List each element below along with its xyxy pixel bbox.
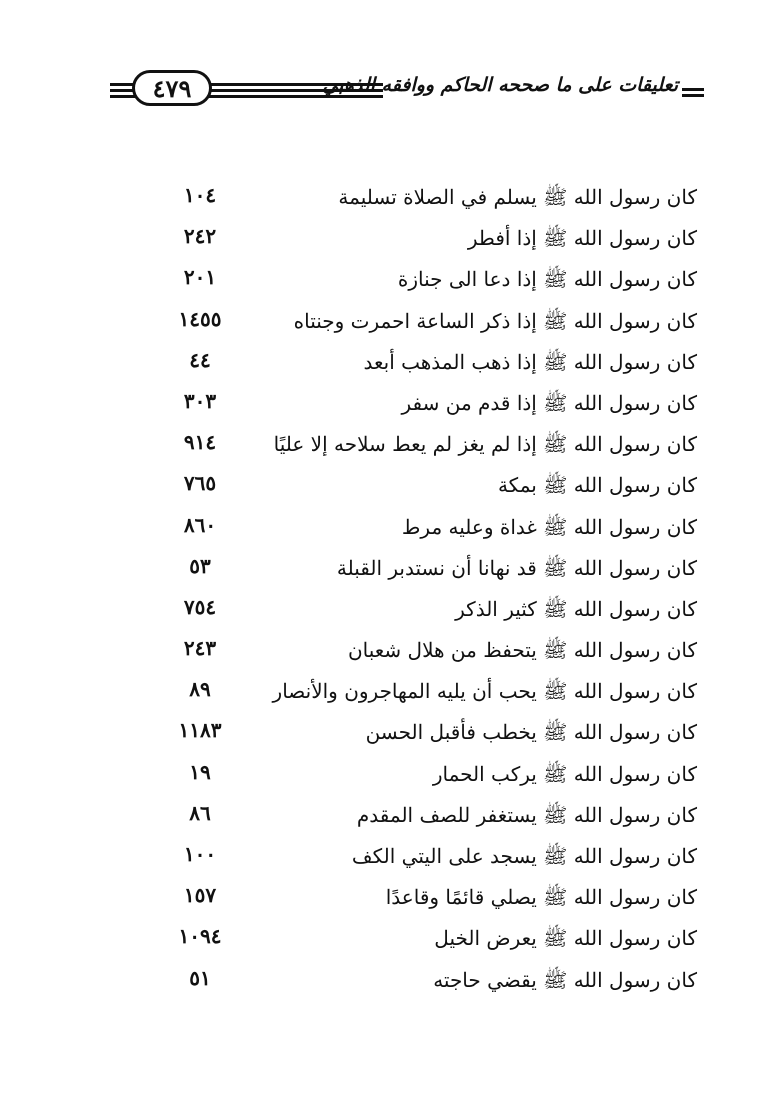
index-row (0, 305, 765, 346)
hadith-incipit: كان رسول الله ﷺ يصلي قائمًا وقاعدًا (385, 885, 697, 910)
hadith-incipit: كان رسول الله ﷺ بمكة (497, 473, 697, 498)
index-row (0, 469, 765, 510)
hadith-number: ٢٤٣ (183, 636, 217, 661)
index-row (0, 346, 765, 387)
hadith-incipit: كان رسول الله ﷺ إذا ذكر الساعة احمرت وجنتاه (293, 308, 697, 333)
header-rule (682, 88, 704, 91)
hadith-number: ١١٨٣ (178, 718, 222, 743)
hadith-incipit: كان رسول الله ﷺ يحب أن يليه المهاجرون والأنصار (272, 679, 697, 704)
index-row (0, 964, 765, 1005)
hadith-number: ١٠٤ (183, 183, 217, 207)
hadith-number: ١٩ (189, 759, 211, 784)
hadith-incipit: كان رسول الله ﷺ يعرض الخيل (434, 926, 697, 951)
hadith-incipit: كان رسول الله ﷺ إذا دعا الى جنازة (397, 267, 697, 292)
hadith-number: ٢٤٢ (183, 224, 217, 249)
hadith-number: ٨٦٠ (183, 512, 217, 537)
index-row (0, 758, 765, 799)
hadith-incipit: كان رسول الله ﷺ قد نهانا أن نستدبر القبلة (336, 555, 697, 580)
hadith-number: ١٠٩٤ (178, 924, 222, 949)
hadith-incipit: كان رسول الله ﷺ يركب الحمار (432, 761, 697, 786)
hadith-number: ٩١٤ (183, 430, 217, 455)
hadith-incipit: كان رسول الله ﷺ يقضي حاجته (433, 967, 697, 992)
hadith-number: ٤٤ (189, 347, 211, 372)
hadith-incipit: كان رسول الله ﷺ كثير الذكر (455, 596, 697, 621)
hadith-number: ٨٩ (189, 677, 211, 702)
hadith-number: ٥٣ (189, 553, 211, 578)
hadith-incipit: كان رسول الله ﷺ يستغفر للصف المقدم (356, 802, 697, 827)
index-row (0, 387, 765, 428)
page-number: ٤٧٩ (132, 70, 212, 106)
hadith-incipit: كان رسول الله ﷺ يسلم في الصلاة تسليمة (338, 185, 697, 209)
hadith-number: ٢٠١ (183, 265, 217, 290)
index-row (0, 922, 765, 963)
running-title: تعليقات على ما صححه الحاكم ووافقه الذهبي (322, 74, 678, 96)
hadith-incipit: كان رسول الله ﷺ إذا لم يغز لم يعط سلاحه إلا عليًا (273, 432, 697, 457)
index-row (0, 511, 765, 552)
index-row (0, 634, 765, 675)
index-list (0, 181, 765, 1005)
index-row (0, 263, 765, 304)
hadith-incipit: كان رسول الله ﷺ إذا قدم من سفر (401, 390, 697, 415)
hadith-number: ١٠٠ (183, 842, 217, 866)
hadith-number: ٧٦٥ (183, 471, 217, 496)
hadith-incipit: كان رسول الله ﷺ إذا أفطر (467, 226, 697, 251)
hadith-incipit: كان رسول الله ﷺ يسجد على اليتي الكف (351, 844, 697, 868)
hadith-incipit: كان رسول الله ﷺ غداة وعليه مرط (401, 514, 697, 539)
page-header (110, 66, 710, 112)
index-row (0, 675, 765, 716)
index-row (0, 222, 765, 263)
hadith-incipit: كان رسول الله ﷺ يخطب فأقبل الحسن (365, 720, 697, 745)
index-row (0, 799, 765, 840)
hadith-incipit: كان رسول الله ﷺ يتحفظ من هلال شعبان (347, 638, 697, 663)
index-row (0, 428, 765, 469)
index-row (0, 181, 765, 222)
index-row (0, 552, 765, 593)
index-row (0, 840, 765, 881)
hadith-number: ٥١ (189, 965, 211, 990)
hadith-number: ٨٦ (189, 800, 211, 825)
hadith-number: ١٥٧ (183, 883, 217, 908)
hadith-incipit: كان رسول الله ﷺ إذا ذهب المذهب أبعد (363, 349, 697, 374)
hadith-number: ٣٠٣ (183, 388, 217, 413)
index-row (0, 716, 765, 757)
hadith-number: ١٤٥٥ (178, 306, 222, 331)
index-row (0, 593, 765, 634)
header-rule (682, 94, 704, 97)
hadith-number: ٧٥٤ (183, 594, 217, 619)
index-row (0, 881, 765, 922)
